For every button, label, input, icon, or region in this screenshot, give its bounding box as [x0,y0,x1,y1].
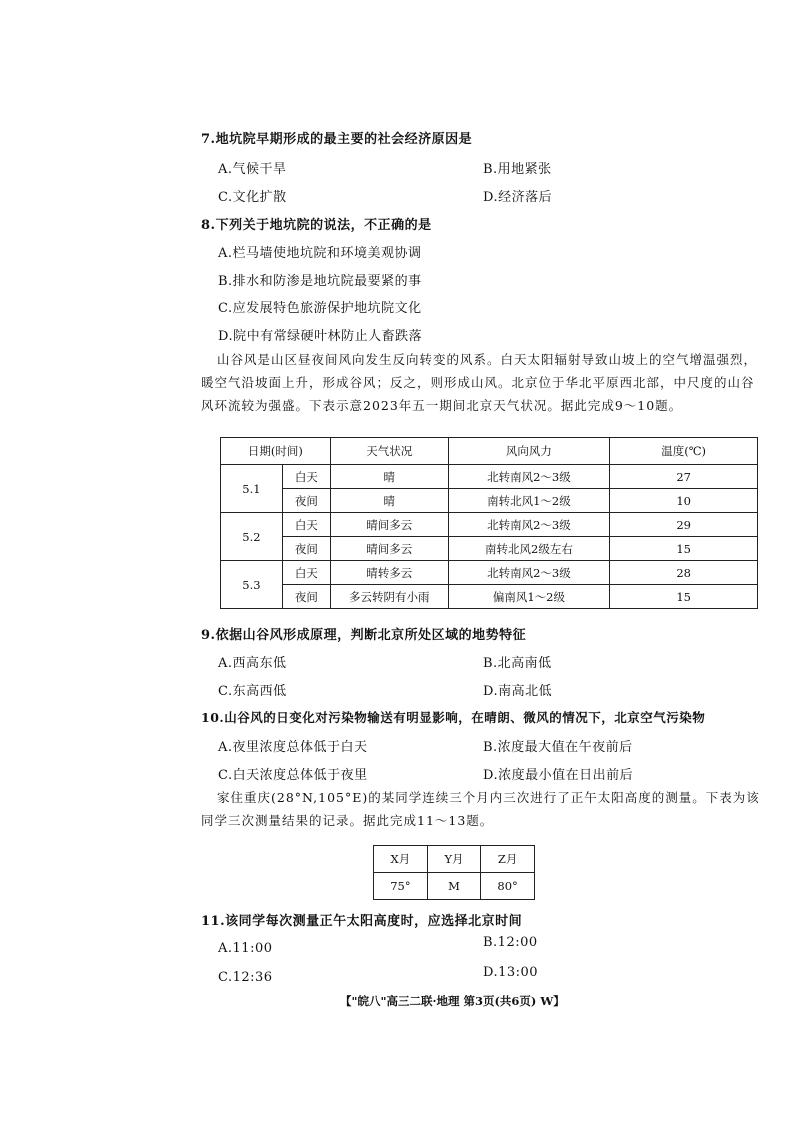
weather-cell: 晴间多云 [330,513,448,537]
q9-stem: 9.依据山谷风形成原理，判断北京所处区域的地势特征 [201,628,527,643]
q10-option-c: C.白天浓度总体低于夜里 [218,768,368,783]
header-wind: 风向风力 [448,438,610,465]
q8-option-a: A.栏马墙使地坑院和环境美观协调 [218,246,422,261]
value-y: M [427,873,480,900]
temp-cell: 28 [610,561,758,585]
wind-cell: 北转南风2～3级 [448,513,610,537]
wind-cell: 北转南风2～3级 [448,465,610,489]
period-cell: 白天 [282,465,330,489]
q9-option-d: D.南高北低 [483,684,553,699]
q7-option-c: C.文化扩散 [218,190,287,205]
q8-stem: 8.下列关于地坑院的说法，不正确的是 [201,218,432,233]
page-footer: 【"皖八"高三二联·地理 第3页(共6页) W】 [340,994,565,1008]
table-row [221,465,758,489]
header-temp: 温度(℃) [610,438,758,465]
temp-cell: 27 [610,465,758,489]
date-cell: 5.1 [221,465,283,513]
q9-option-b: B.北高南低 [483,656,552,671]
date-cell: 5.3 [221,561,283,609]
q7-option-a: A.气候干旱 [218,162,287,177]
q8-option-d: D.院中有常绿硬叶林防止人畜跌落 [218,329,423,344]
temp-cell: 29 [610,513,758,537]
weather-cell: 晴转多云 [330,561,448,585]
weather-cell: 晴 [330,465,448,489]
q7-option-d: D.经济落后 [483,190,553,205]
temp-cell: 15 [610,537,758,561]
table-row [374,873,535,900]
q11-option-c: C.12:36 [218,970,273,985]
weather-cell: 晴间多云 [330,537,448,561]
q10-option-d: D.浓度最小值在日出前后 [483,768,634,783]
header-x-month: X月 [374,846,428,873]
period-cell: 白天 [282,561,330,585]
table-row [221,561,758,585]
wind-cell: 南转北风2级左右 [448,537,610,561]
weather-table [220,437,758,609]
weather-cell: 多云转阴有小雨 [330,585,448,609]
passage-valley-wind: 山谷风是山区昼夜间风向发生反向转变的风系。白天太阳辐射导致山坡上的空气增温强烈，暖空气沿坡面上升，形成谷风；反之，则形成山风。北京位于华北平原西北部，中尺度的山谷风环流较为强盛。下表示意2023年五一期间北京天气状况。据此完成9～10题。 [201,352,758,413]
period-cell: 夜间 [282,489,330,513]
table-row [221,489,758,513]
header-date: 日期(时间) [221,438,331,465]
header-y-month: Y月 [427,846,480,873]
header-z-month: Z月 [481,846,535,873]
table-row [374,846,535,873]
period-cell: 夜间 [282,585,330,609]
table-row [221,513,758,537]
q8-option-b: B.排水和防渗是地坑院最要紧的事 [218,274,422,289]
weather-cell: 晴 [330,489,448,513]
q11-option-b: B.12:00 [483,935,538,950]
value-x: 75° [374,873,428,900]
wind-cell: 南转北风1～2级 [448,489,610,513]
weather-table-header-row [221,438,758,465]
wind-cell: 北转南风2～3级 [448,561,610,585]
q7-stem: 7.地坑院早期形成的最主要的社会经济原因是 [201,132,473,147]
q11-stem: 11.该同学每次测量正午太阳高度时，应选择北京时间 [201,914,523,929]
q10-stem: 10.山谷风的日变化对污染物输送有明显影响，在晴朗、微风的情况下，北京空气污染物 [201,710,706,725]
period-cell: 夜间 [282,537,330,561]
q9-option-c: C.东高西低 [218,684,287,699]
q10-option-a: A.夜里浓度总体低于白天 [218,740,368,755]
table-row [221,537,758,561]
q8-option-c: C.应发展特色旅游保护地坑院文化 [218,301,422,316]
passage-sun-altitude: 家住重庆(28°N,105°E)的某同学连续三个月内三次进行了正午太阳高度的测量。下表为该同学三次测量结果的记录。据此完成11～13题。 [201,790,760,828]
q10-option-b: B.浓度最大值在午夜前后 [483,740,633,755]
wind-cell: 偏南风1～2级 [448,585,610,609]
header-weather: 天气状况 [330,438,448,465]
q11-option-d: D.13:00 [483,965,539,980]
sun-altitude-table [373,845,535,900]
period-cell: 白天 [282,513,330,537]
table-row [221,585,758,609]
q7-option-b: B.用地紧张 [483,162,552,177]
temp-cell: 15 [610,585,758,609]
date-cell: 5.2 [221,513,283,561]
q11-option-a: A.11:00 [218,941,273,956]
q9-option-a: A.西高东低 [218,656,287,671]
temp-cell: 10 [610,489,758,513]
value-z: 80° [481,873,535,900]
